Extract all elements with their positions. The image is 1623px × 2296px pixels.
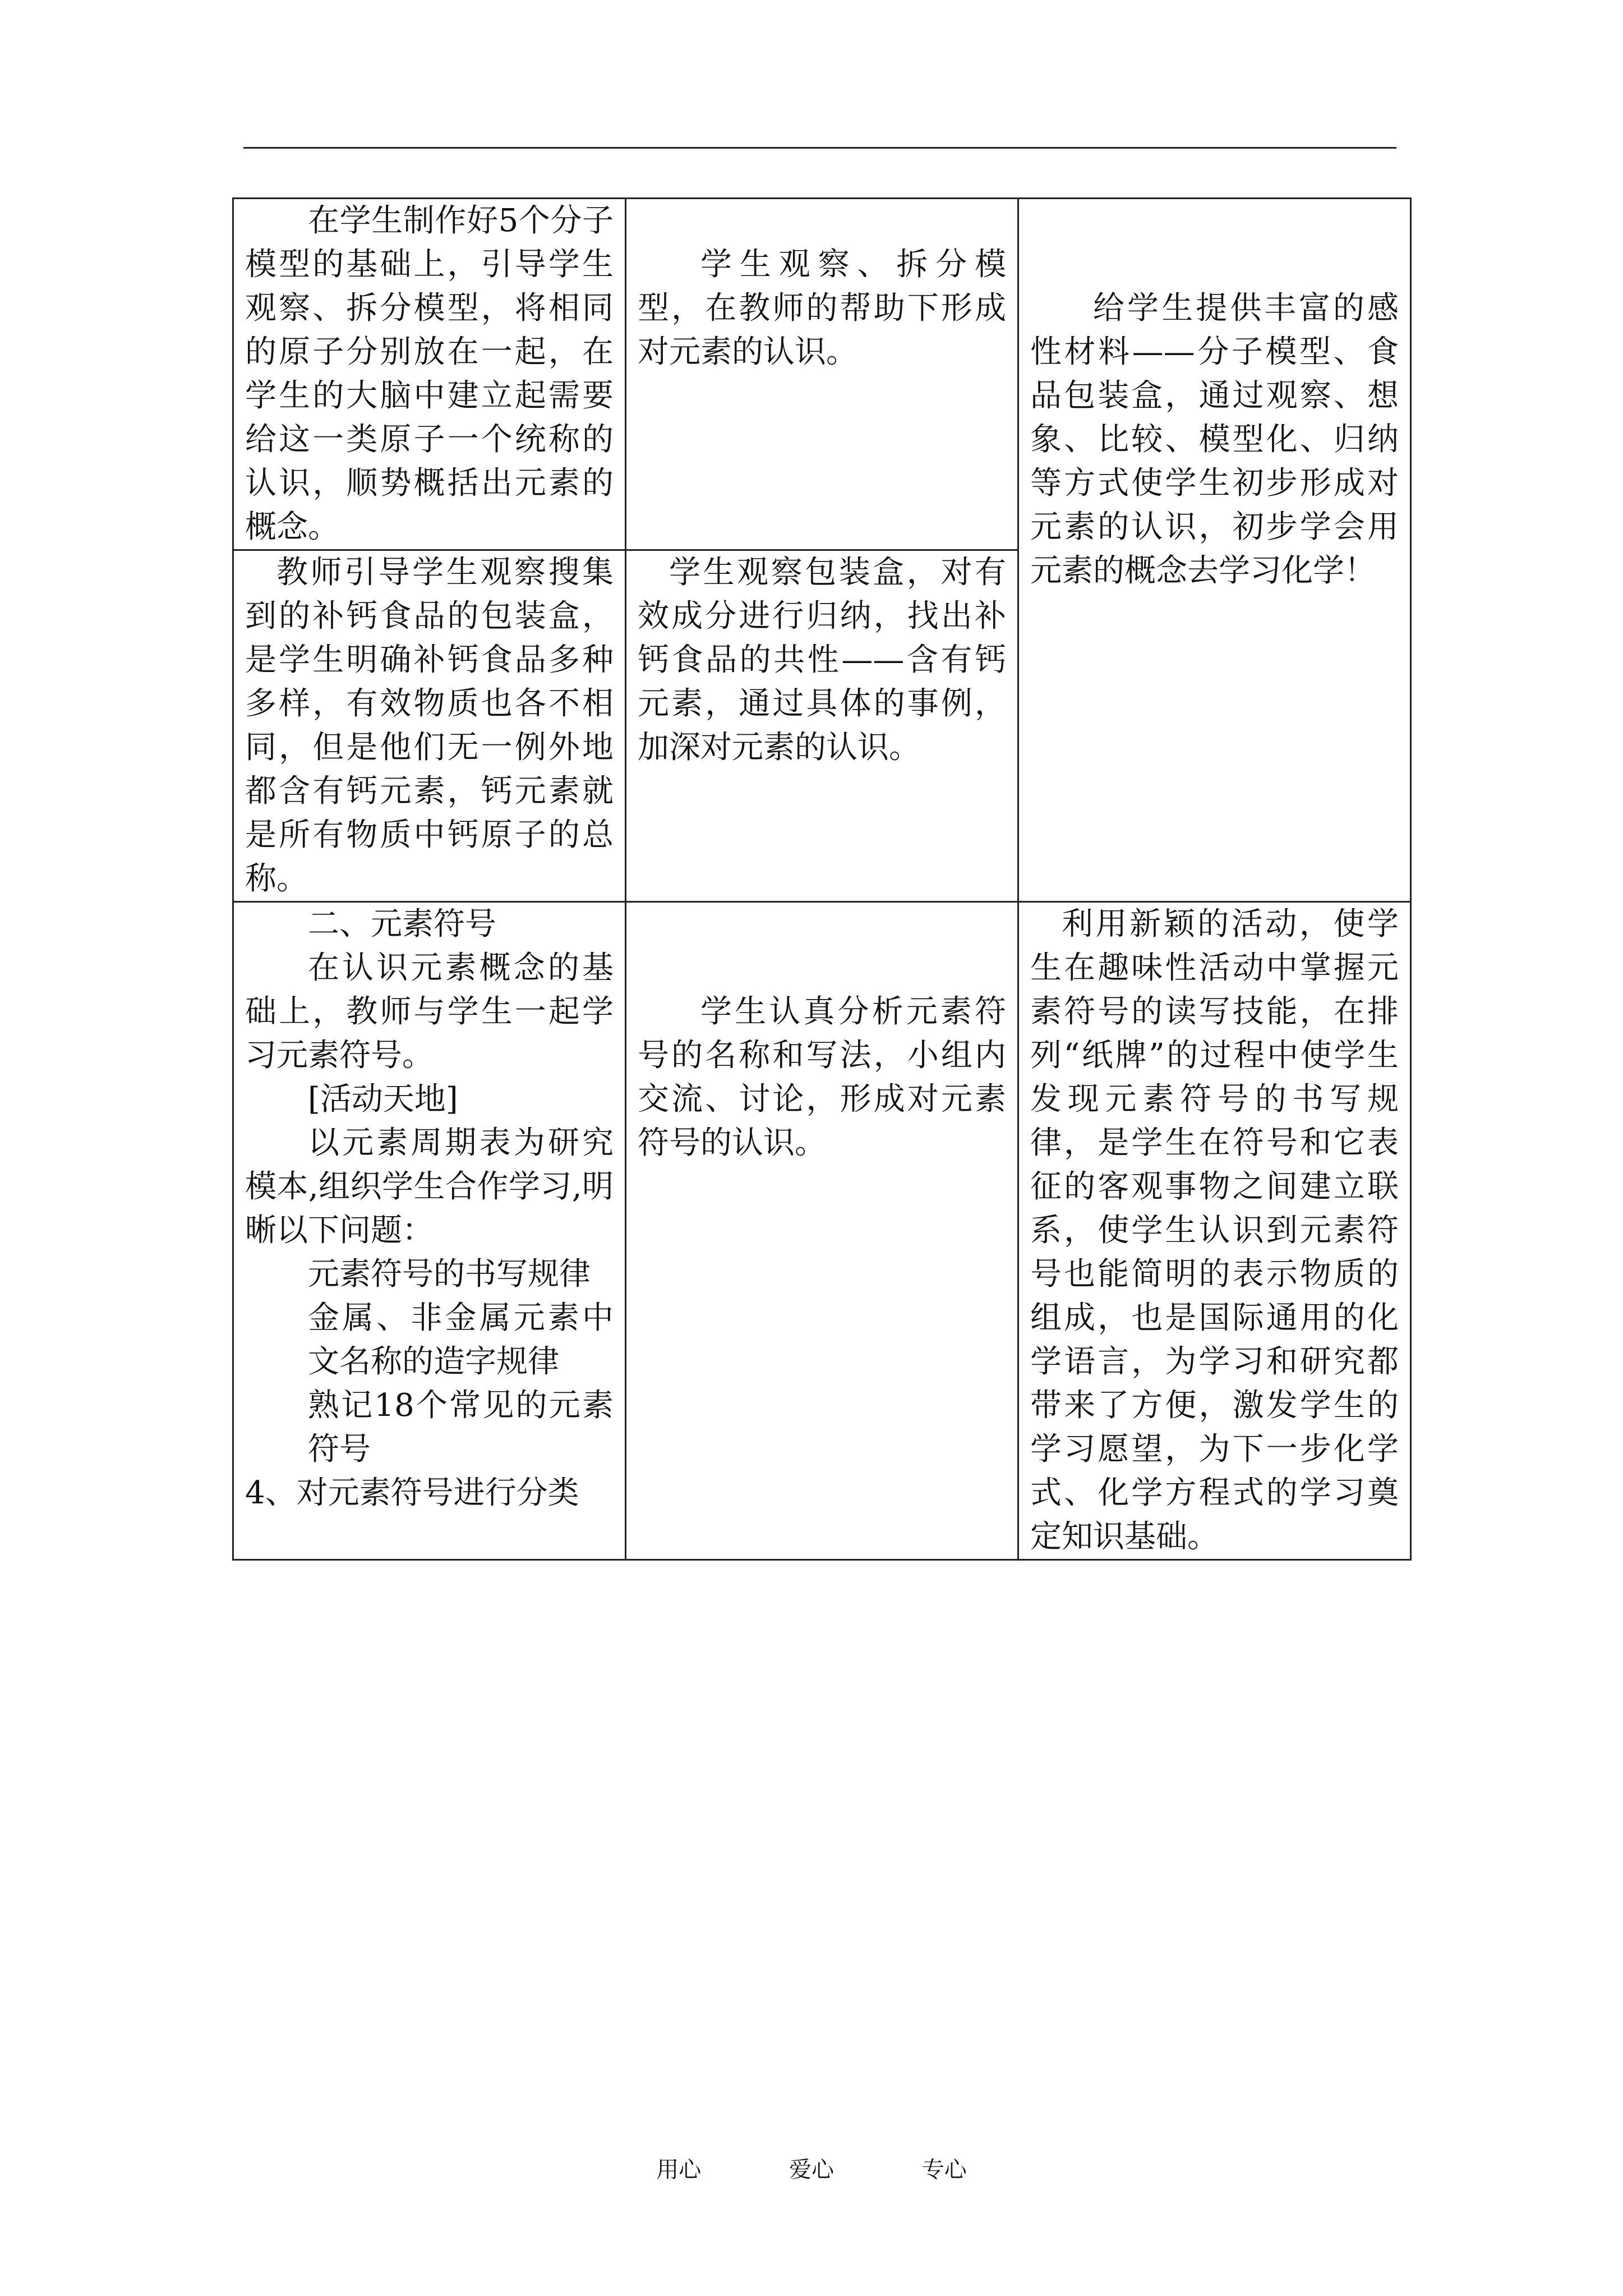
page-footer [0,2154,1623,2185]
section-heading: 二、元素符号 [308,906,496,942]
design-intent-cell [1018,199,1411,902]
student-activity-cell [626,199,1018,550]
teacher-activity-cell [233,199,626,550]
teacher-activity-cell [233,902,626,1560]
header-rule [243,147,1396,149]
activity-label: [活动天地] [308,1081,458,1117]
teacher-activity-cell [233,550,626,902]
student-activity-text: 学生观察包装盒，对有效成分进行归纳，找出补钙食品的共性——含有钙元素，通过具体的事例，加深对元素的认识。 [638,554,1006,766]
student-activity-cell [626,902,1018,1560]
student-activity-text: 学生认真分析元素符号的名称和写法，小组内交流、讨论，形成对元素符号的认识。 [638,993,1006,1161]
student-activity-text: 学生观察、拆分模型，在教师的帮助下形成对元素的认识。 [638,246,1006,370]
teacher-activity-text: 在学生制作好5个分子模型的基础上，引导学生观察、拆分模型，将相同的原子分别放在一起，在学生的大脑中建立起需要给这一类原子一个统称的认识，顺势概括出元素的概念。 [245,203,614,545]
list-item: 金属、非金属元素中文名称的造字规律 [308,1300,614,1380]
list-item: 4、对元素符号进行分类 [245,1475,579,1511]
teacher-intro-text: 在认识元素概念的基础上，教师与学生一起学习元素符号。 [245,950,614,1074]
lesson-plan-table [232,197,1412,1561]
list-item: 元素符号的书写规律 [308,1256,591,1292]
table-row [233,199,1411,550]
footer-item: 用心 [656,2157,702,2183]
student-activity-cell [626,550,1018,902]
design-intent-text: 给学生提供丰富的感性材料——分子模型、食品包装盒，通过观察、想象、比较、模型化、归纳等方式使学生初步形成对元素的认识，初步学会用元素的概念去学习化学！ [1030,290,1399,589]
teacher-task-text: 以元素周期表为研究模本,组织学生合作学习,明晰以下问题： [245,1125,614,1249]
design-intent-text: 利用新颖的活动，使学生在趣味性活动中掌握元素符号的读写技能，在排列“纸牌”的过程中使学生发现元素符号的书写规律，是学生在符号和它表征的客观事物之间建立联系，使学生认识到元素符号也能简明的表示物质的组成，也是国际通用的化学语言，为学习和研究都带来了方便，激发学生的学习愿望，为下一步化学式、化学方程式的学习奠定知识基础。 [1030,906,1399,1555]
footer-item: 爱心 [789,2157,834,2183]
teacher-activity-text: 教师引导学生观察搜集到的补钙食品的包装盒，是学生明确补钙食品多种多样，有效物质也各不相同，但是他们无一例外地都含有钙元素，钙元素就是所有物质中钙原子的总称。 [245,554,614,897]
table-row [233,902,1411,1560]
design-intent-cell [1018,902,1411,1560]
footer-item: 专心 [921,2157,967,2183]
list-item: 熟记18个常见的元素符号 [308,1387,614,1467]
